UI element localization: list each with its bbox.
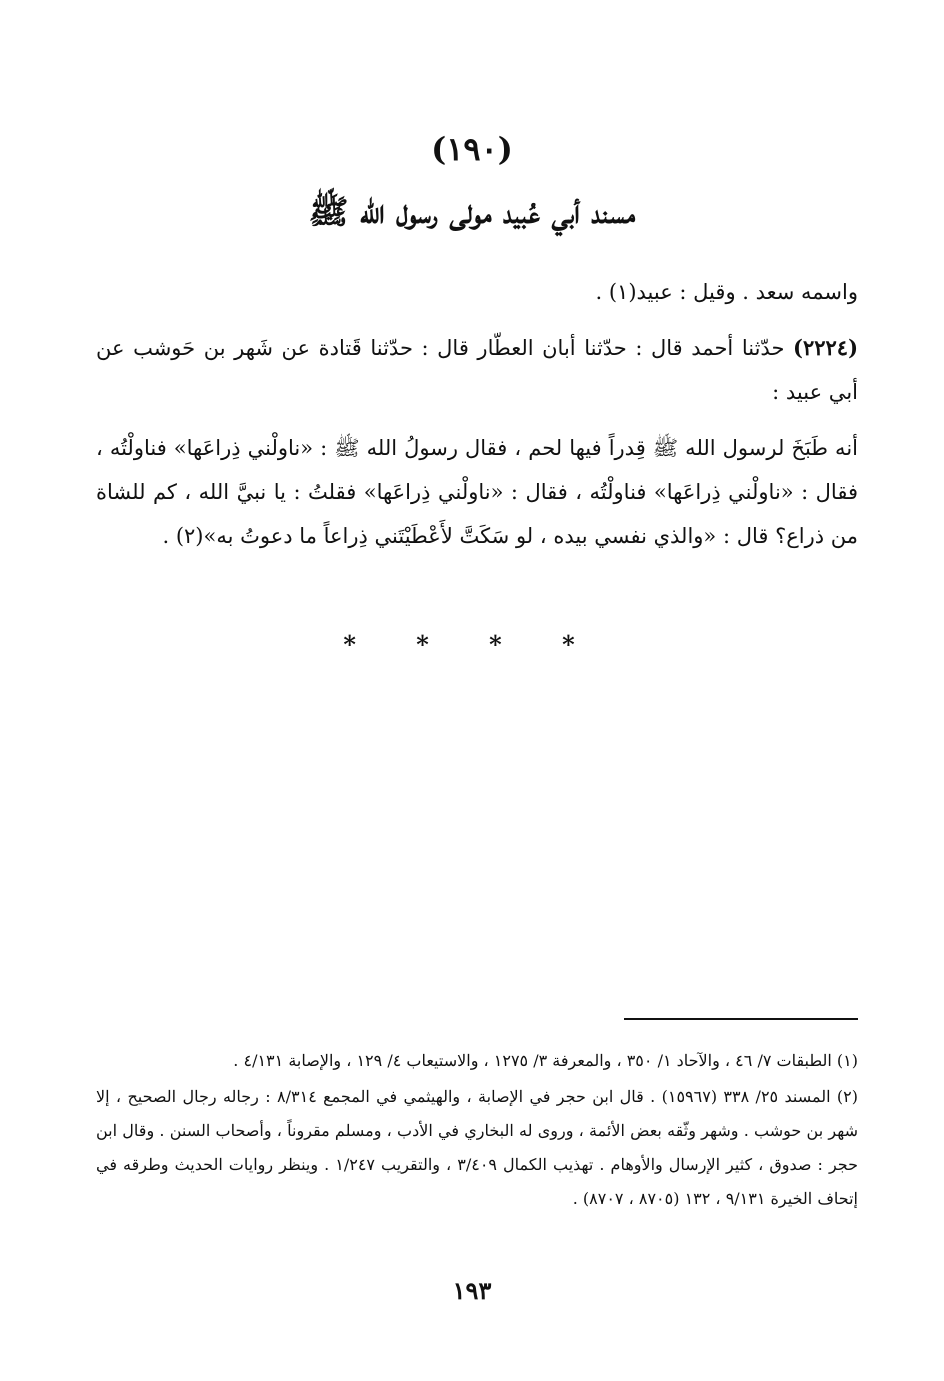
footnote-divider: [624, 1018, 858, 1020]
intro-paragraph: واسمه سعد . وقيل : عبيد(١) .: [595, 280, 858, 304]
page-number: ١٩٣: [452, 1276, 492, 1305]
hadith-isnad-paragraph: [96, 326, 858, 414]
section-separator: * * * *: [343, 630, 601, 659]
footnotes: [96, 1044, 858, 1218]
chapter-title: مسند أبي عُبيد مولى رسول الله ﷺ: [308, 192, 636, 231]
hadith-number: (٢٢٢٤): [793, 335, 858, 360]
main-text: [96, 270, 858, 570]
hadith-isnad: حدّثنا أحمد قال : حدّثنا أبان العطّار قال : حدّثنا قَتادة عن شَهر بن حَوشب عن أبي عبيد :: [96, 336, 858, 404]
footnote-2: (٢) المسند ٢٥/ ٣٣٨ (١٥٩٦٧) . قال ابن حجر في الإصابة ، والهيثمي في المجمع ٨/٣١٤ : رجاله رجال الصحيح ، إلا شهر بن حوشب . وشهر وثّقه بعض الأئمة ، وروى له البخاري في الأدب ، ومسلم مقروناً ، وأصحاب السنن . وقال ابن حجر : صدوق ، كثير الإرسال والأوهام . تهذيب الكمال ٣/٤٠٩ ، والتقريب ١/٢٤٧ . وينظر روايات الحديث وطرقه في إتحاف الخيرة ٩/١٣١ ، ١٣٢ (٨٧٠٥ ، ٨٧٠٧) .: [96, 1087, 859, 1208]
hadith-matn-paragraph: أنه طَبَخَ لرسول الله ﷺ قِدراً فيها لحم ، فقال رسولُ الله ﷺ : «ناولْني ذِراعَها» فناولْتُه ، فقال : «ناولْني ذِراعَها» فناولْتُه ، فقال : «ناولْني ذِراعَها» فقلتُ : يا نبيَّ الله ، كم للشاة من ذراع؟ قال : «والذي نفسي بيده ، لو سَكَتَّ لأَعْطَيْتَني ذِراعاً ما دعوتُ به»(٢) .: [96, 436, 858, 548]
chapter-number: (١٩٠): [431, 130, 513, 168]
footnote-1: (١) الطبقات ٧/ ٤٦ ، والآحاد ١/ ٣٥٠ ، والمعرفة ٣/ ١٢٧٥ ، والاستيعاب ٤/ ١٢٩ ، والإصابة ٤/١٣١ .: [233, 1051, 858, 1070]
